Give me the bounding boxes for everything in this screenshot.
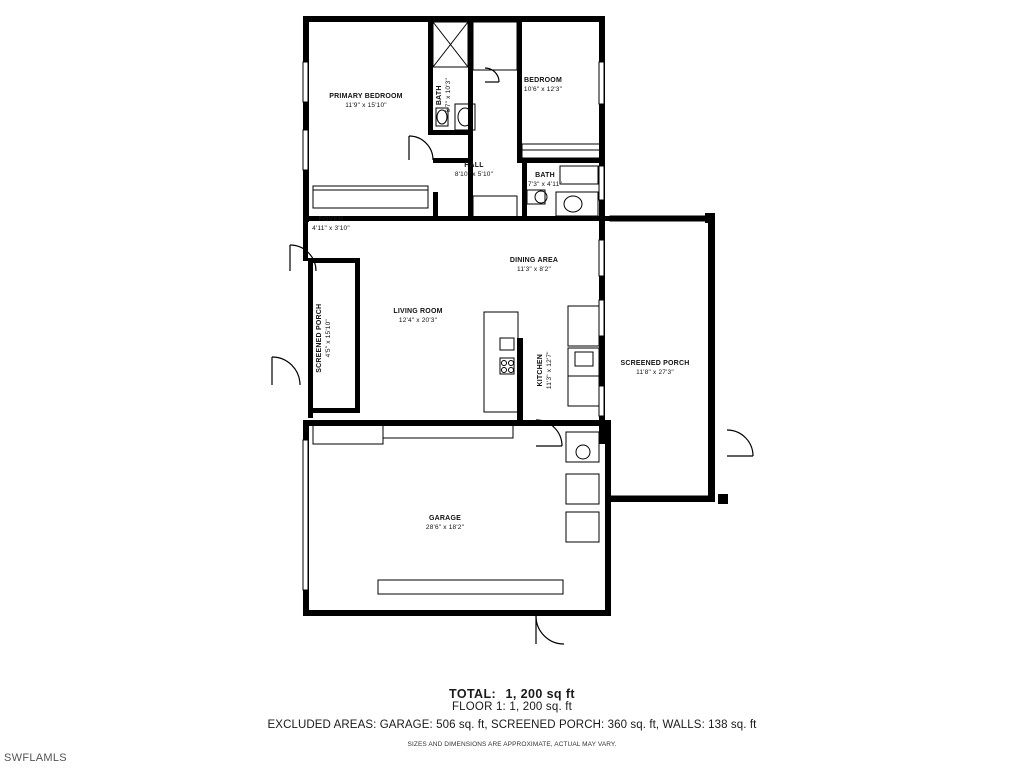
room-dimensions: 12'4" x 20'3" — [398, 316, 438, 324]
walls-interior — [325, 22, 600, 221]
room-name: SCREENED PORCH — [315, 303, 323, 373]
room-dimensions: 28'6" x 18'2" — [425, 523, 465, 531]
excluded-areas-line: EXCLUDED AREAS: GARAGE: 506 sq. ft, SCREENED PORCH: 360 sq. ft, WALLS: 138 sq. ft — [267, 719, 757, 731]
room-name: BATH — [535, 172, 555, 179]
watermark-label: SWFLAMLS — [4, 752, 67, 764]
room-dimensions: 4'5" x 15'10" — [324, 319, 332, 358]
walls-exterior — [303, 16, 611, 616]
room-dimensions: 10'6" x 12'3" — [523, 85, 563, 93]
room-name: LIVING ROOM — [393, 308, 443, 315]
room-dimensions: 11'8" x 27'3" — [636, 368, 674, 376]
windows — [303, 62, 604, 590]
room-name: KITCHEN — [536, 353, 544, 387]
doors — [272, 68, 753, 644]
disclaimer-text: SIZES AND DIMENSIONS ARE APPROXIMATE, ACTUAL MAY VARY. — [407, 741, 617, 748]
room-dimensions: 8'10" x 5'10" — [454, 170, 494, 178]
room-dimensions: 11'3" x 8'2" — [517, 265, 551, 273]
room-dimensions: 6'7" x 10'3" — [444, 78, 452, 113]
room-name: BATH — [435, 85, 443, 106]
room-name: BEDROOM — [524, 77, 562, 84]
room-dimensions: 7'3" x 4'11" — [528, 180, 562, 188]
porch-mullions — [610, 216, 713, 502]
room-dimensions: 4'11" x 3'10" — [312, 224, 350, 232]
room-dimensions: 11'3" x 12'7" — [545, 351, 553, 390]
total-label: TOTAL: — [449, 687, 497, 701]
total-value: 1, 200 sq ft — [505, 687, 575, 701]
floor-line: FLOOR 1: 1, 200 sq. ft — [451, 701, 573, 713]
room-name: GARAGE — [429, 515, 461, 522]
room-name: PRIMARY BEDROOM — [329, 93, 403, 100]
room-name: DINING AREA — [509, 257, 559, 264]
room-name: HALL — [464, 162, 484, 169]
room-dimensions: 11'9" x 15'10" — [345, 101, 387, 109]
room-name: FOYER — [318, 216, 344, 223]
room-name: SCREENED PORCH — [620, 360, 690, 367]
screened-porch-right — [605, 213, 728, 504]
